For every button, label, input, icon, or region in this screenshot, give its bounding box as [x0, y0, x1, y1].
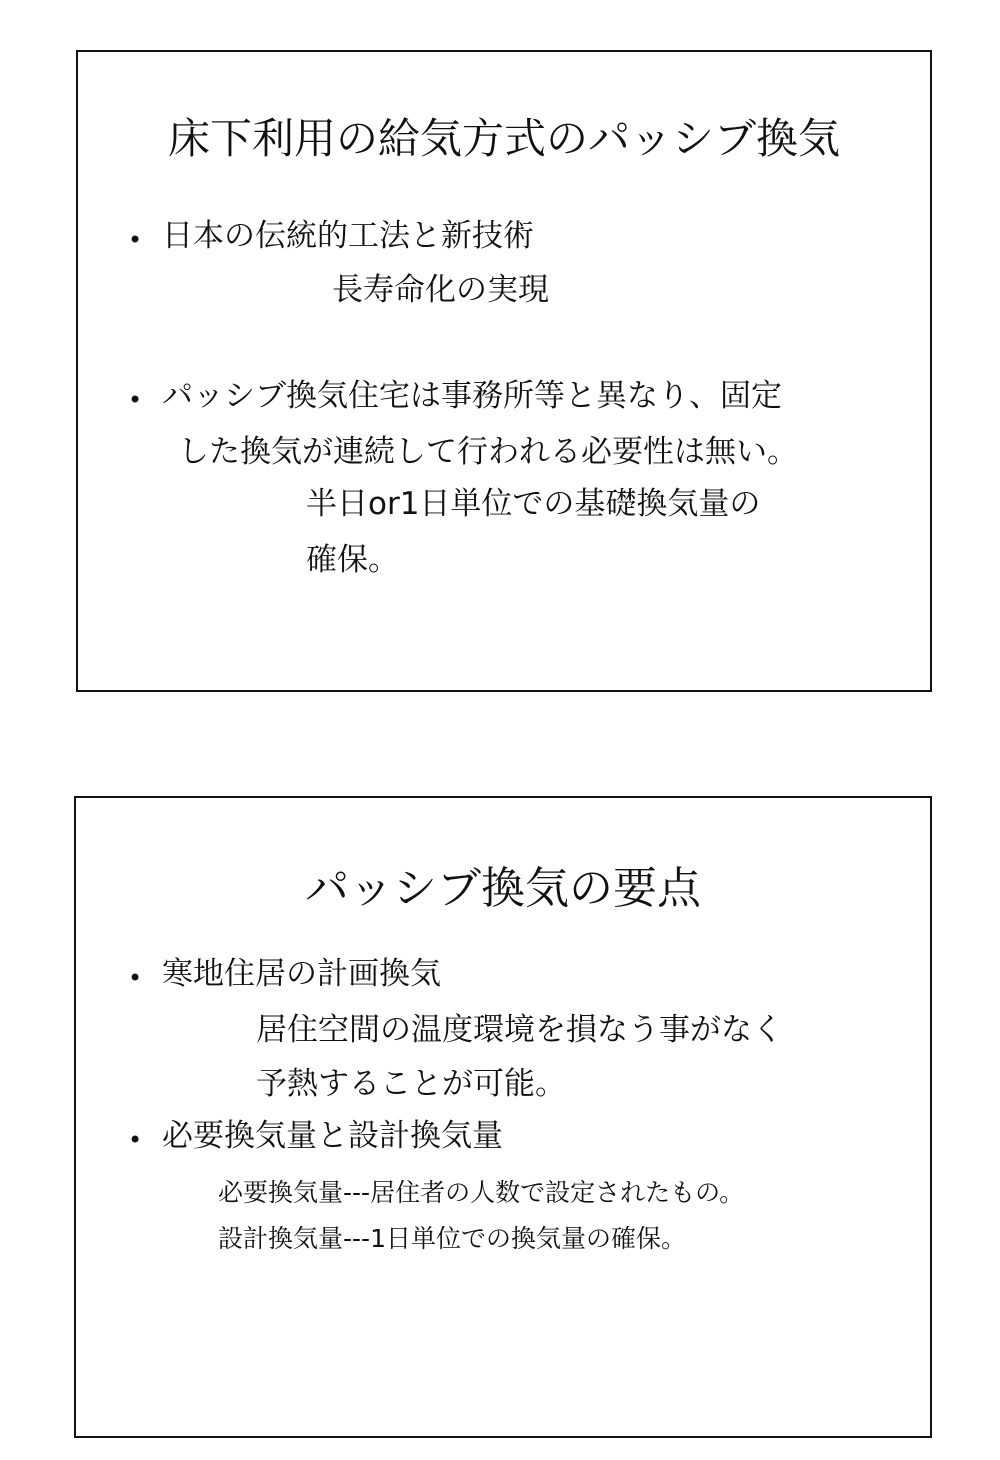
slide-2-bullet-2-subtext: 必要換気量---居住者の人数で設定されたもの。	[218, 1178, 745, 1207]
slide-1-bullet-1-subtext: 長寿命化の実現	[332, 272, 549, 308]
slide-2-bullet-1-subtext: 居住空間の温度環境を損なう事がなく	[256, 1012, 783, 1048]
slide-2-title: パッシブ換気の要点	[305, 863, 701, 914]
slide-1	[76, 50, 932, 692]
slide-1-bullet-2-subtext-cont: 確保。	[306, 542, 399, 578]
slide-2-bullet-1-subtext-cont: 予熱することが可能。	[256, 1066, 566, 1102]
bullet-marker: •	[128, 1126, 143, 1154]
slide-1-bullet-2-subtext: 半日or1日単位での基礎換気量の	[306, 486, 761, 522]
slide-2-bullet-1-text: 寒地住居の計画換気	[162, 956, 441, 992]
slide-2-bullet-2-text: 必要換気量と設計換気量	[162, 1118, 503, 1154]
bullet-marker: •	[128, 226, 143, 254]
slide-1-title: 床下利用の給気方式のパッシブ換気	[167, 114, 840, 163]
slide-1-bullet-1-text: 日本の伝統的工法と新技術	[162, 218, 534, 254]
slide-2-bullet-2-subtext-cont: 設計換気量---1日単位での換気量の確保。	[218, 1224, 686, 1253]
slide-1-bullet-2-text-cont: した換気が連続して行われる必要性は無い。	[178, 434, 798, 470]
bullet-marker: •	[128, 386, 143, 414]
slide-2	[74, 796, 932, 1438]
bullet-marker: •	[128, 964, 143, 992]
slide-1-bullet-2-text: パッシブ換気住宅は事務所等と異なり、固定	[162, 378, 782, 414]
